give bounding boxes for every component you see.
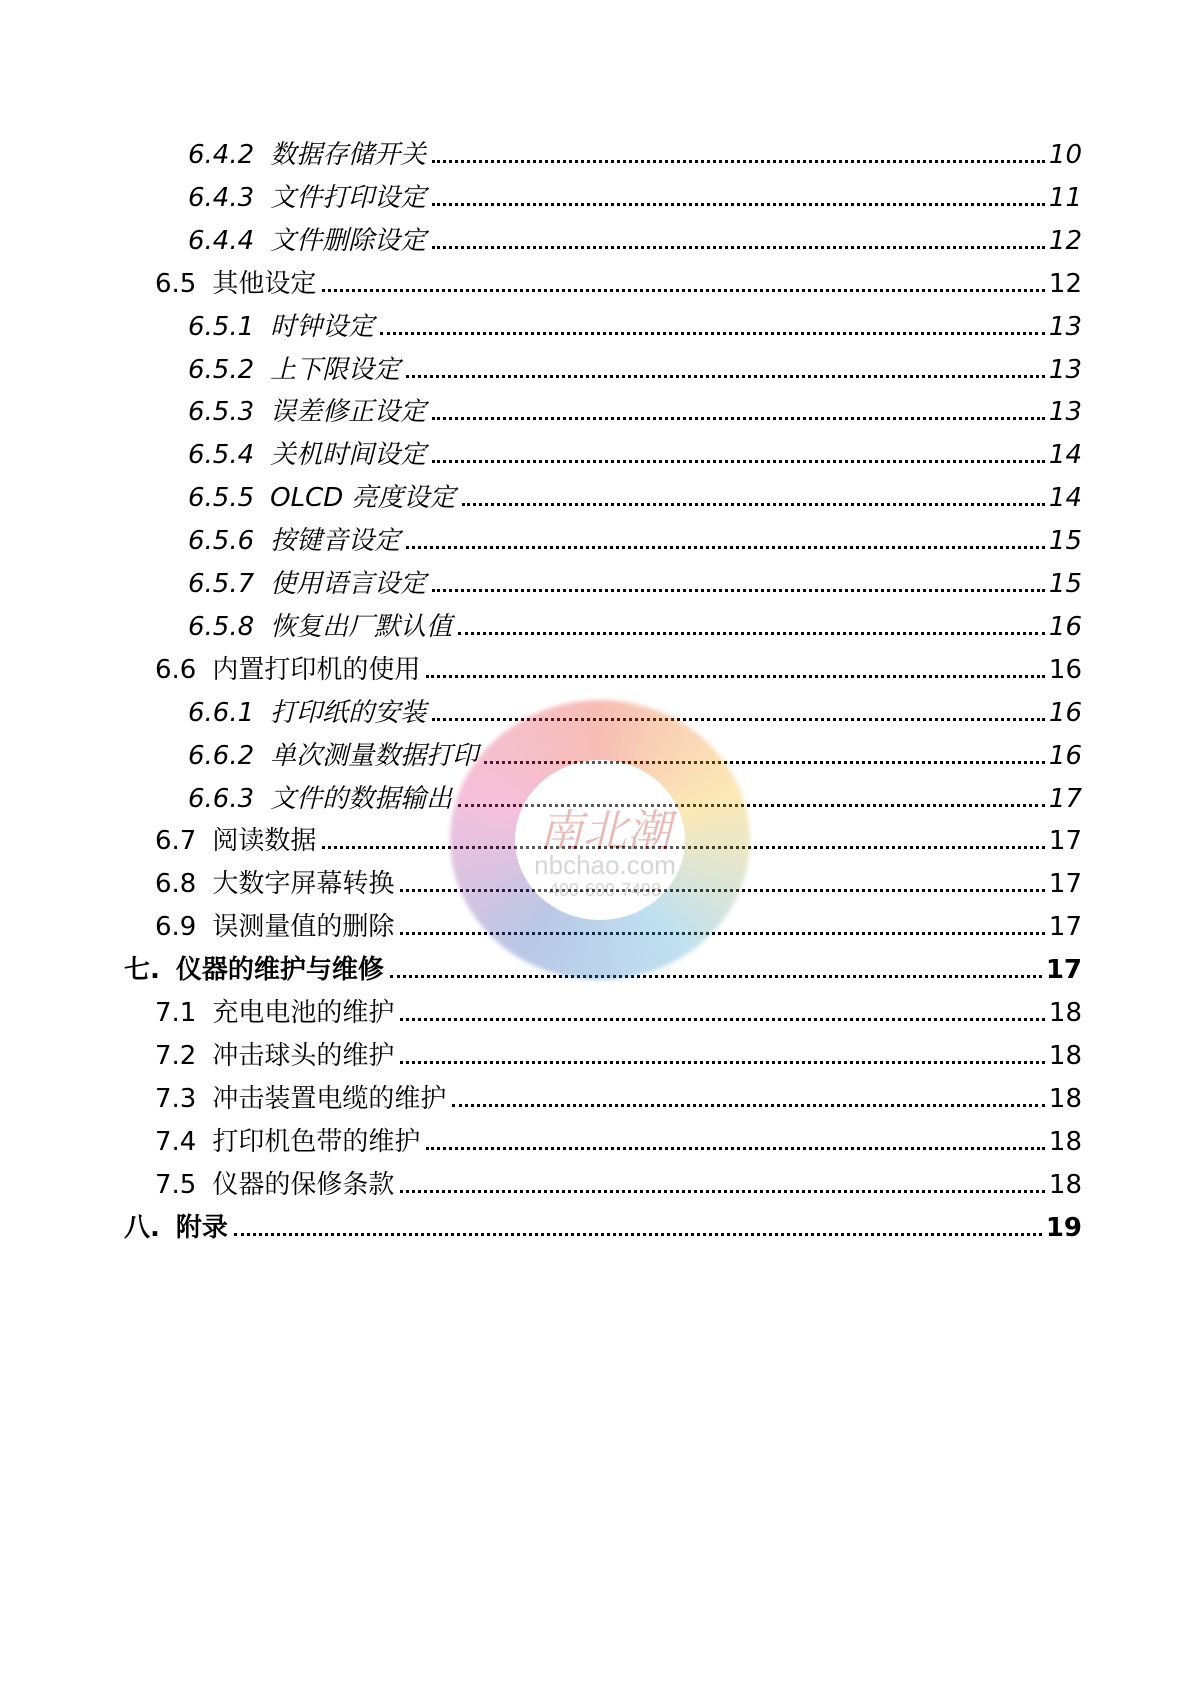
toc-entry-number: 6.5.5 bbox=[188, 483, 255, 513]
toc-entry-label bbox=[188, 395, 426, 429]
toc-entry[interactable] bbox=[188, 782, 1082, 816]
toc-entry-label bbox=[188, 567, 426, 601]
dot-leader bbox=[390, 975, 1042, 978]
dot-leader bbox=[400, 889, 1045, 892]
toc-entry[interactable] bbox=[188, 696, 1082, 730]
dot-leader bbox=[322, 289, 1045, 292]
toc-entry-label bbox=[188, 782, 452, 816]
toc-entry[interactable] bbox=[155, 996, 1082, 1030]
toc-entry-label bbox=[155, 1039, 394, 1073]
toc-entry-label bbox=[188, 353, 400, 387]
toc-entry-label bbox=[155, 910, 394, 944]
toc-entry-label bbox=[155, 1082, 446, 1116]
toc-entry-page: 16 bbox=[1048, 612, 1082, 642]
dot-leader bbox=[432, 718, 1045, 721]
toc-entry-page: 16 bbox=[1048, 698, 1082, 728]
dot-leader bbox=[400, 932, 1045, 935]
dot-leader bbox=[426, 675, 1045, 678]
toc-entry-title: 大数字屏幕转换 bbox=[212, 869, 395, 899]
toc-entry[interactable] bbox=[155, 1082, 1082, 1116]
toc-entry-page: 12 bbox=[1048, 269, 1082, 299]
toc-entry-title: 文件打印设定 bbox=[270, 183, 427, 213]
toc-entry-number: 6.6.1 bbox=[188, 698, 255, 728]
toc-entry-page: 11 bbox=[1048, 183, 1082, 213]
toc-entry-label bbox=[155, 996, 394, 1030]
dot-leader bbox=[432, 203, 1045, 206]
toc-entry-page: 18 bbox=[1048, 1170, 1082, 1200]
toc-entry[interactable] bbox=[188, 739, 1082, 773]
toc-entry[interactable] bbox=[155, 267, 1082, 301]
toc-entry-page: 12 bbox=[1048, 226, 1082, 256]
toc-entry-label bbox=[155, 267, 316, 301]
toc-entry-page: 18 bbox=[1048, 1041, 1082, 1071]
toc-entry[interactable] bbox=[188, 395, 1082, 429]
toc-entry-number: 7.3 bbox=[155, 1084, 197, 1114]
toc-entry[interactable] bbox=[155, 867, 1082, 901]
toc-entry-number: 6.8 bbox=[155, 869, 197, 899]
toc-entry-number: 6.5.8 bbox=[188, 612, 255, 642]
toc-entry-label bbox=[188, 224, 426, 258]
toc-entry-title: 按键音设定 bbox=[270, 526, 401, 556]
toc-entry[interactable] bbox=[188, 224, 1082, 258]
toc-entry-title: 其他设定 bbox=[212, 269, 317, 299]
toc-entry-label bbox=[188, 524, 400, 558]
toc-entry-title: 冲击球头的维护 bbox=[212, 1041, 395, 1071]
toc-entry-number: 6.5.1 bbox=[188, 312, 255, 342]
toc-entry-number: 6.5.2 bbox=[188, 355, 255, 385]
dot-leader bbox=[400, 1190, 1045, 1193]
toc-entry-page: 14 bbox=[1048, 483, 1082, 513]
dot-leader bbox=[234, 1233, 1042, 1236]
toc-entry-label bbox=[155, 867, 394, 901]
toc-entry-page: 17 bbox=[1048, 912, 1082, 942]
toc-entry[interactable] bbox=[188, 353, 1082, 387]
toc-entry-page: 17 bbox=[1048, 784, 1082, 814]
toc-entry[interactable] bbox=[124, 1211, 1082, 1245]
toc-entry-number: 7.1 bbox=[155, 998, 197, 1028]
toc-entry-page: 17 bbox=[1045, 955, 1082, 985]
dot-leader bbox=[322, 846, 1045, 849]
toc-entry-title: 文件的数据输出 bbox=[270, 784, 453, 814]
dot-leader bbox=[406, 375, 1045, 378]
toc-entry-label bbox=[188, 610, 452, 644]
toc-entry-number: 6.7 bbox=[155, 826, 197, 856]
toc-entry-title: 时钟设定 bbox=[270, 312, 375, 342]
toc-entry-number: 6.9 bbox=[155, 912, 197, 942]
toc-entry-page: 17 bbox=[1048, 826, 1082, 856]
toc-entry-label bbox=[155, 1168, 394, 1202]
toc-entry-number: 6.4.4 bbox=[188, 226, 255, 256]
toc-entry[interactable] bbox=[155, 1039, 1082, 1073]
toc-entry-title: 恢复出厂默认值 bbox=[270, 612, 453, 642]
dot-leader bbox=[462, 503, 1045, 506]
watermark-site: nbchao.com bbox=[534, 850, 676, 880]
toc-entry-number: 6.6.3 bbox=[188, 784, 255, 814]
toc-entry-title: 关机时间设定 bbox=[270, 440, 427, 470]
dot-leader bbox=[458, 804, 1045, 807]
toc-entry-number: 6.5.7 bbox=[188, 569, 255, 599]
toc-entry-title: 上下限设定 bbox=[270, 355, 401, 385]
toc-entry-number: 6.5 bbox=[155, 269, 197, 299]
toc-entry[interactable] bbox=[188, 610, 1082, 644]
toc-entry-page: 17 bbox=[1048, 869, 1082, 899]
dot-leader bbox=[380, 332, 1045, 335]
toc-entry[interactable] bbox=[155, 910, 1082, 944]
toc-entry-number: 7.4 bbox=[155, 1127, 197, 1157]
toc-entry-number: 6.5.4 bbox=[188, 440, 255, 470]
toc-entry-title: OLCD 亮度设定 bbox=[270, 483, 456, 513]
toc-entry-label bbox=[188, 438, 426, 472]
dot-leader bbox=[432, 460, 1045, 463]
dot-leader bbox=[426, 1147, 1045, 1150]
toc-entry-title: 附录 bbox=[175, 1213, 228, 1243]
toc-entry[interactable] bbox=[188, 567, 1082, 601]
toc-entry-title: 文件删除设定 bbox=[270, 226, 427, 256]
toc-entry[interactable] bbox=[155, 824, 1082, 858]
dot-leader bbox=[432, 160, 1045, 163]
toc-entry-label bbox=[188, 481, 456, 515]
toc-entry-label bbox=[188, 138, 426, 172]
toc-entry-page: 18 bbox=[1048, 998, 1082, 1028]
toc-entry-title: 误测量值的删除 bbox=[212, 912, 395, 942]
toc-entry[interactable] bbox=[188, 310, 1082, 344]
toc-entry-number: 6.4.2 bbox=[188, 140, 255, 170]
toc-entry-page: 16 bbox=[1048, 655, 1082, 685]
toc-entry[interactable] bbox=[155, 653, 1082, 687]
toc-entry-title: 冲击装置电缆的维护 bbox=[212, 1084, 447, 1114]
dot-leader bbox=[400, 1018, 1045, 1021]
toc-entry-label bbox=[155, 653, 420, 687]
toc-entry-page: 18 bbox=[1048, 1084, 1082, 1114]
toc-entry-number: 6.4.3 bbox=[188, 183, 255, 213]
toc-entry-label bbox=[188, 696, 426, 730]
toc-entry-page: 18 bbox=[1048, 1127, 1082, 1157]
toc-entry-title: 打印机色带的维护 bbox=[212, 1127, 421, 1157]
toc-entry-number: 6.5.6 bbox=[188, 526, 255, 556]
toc-entry-title: 使用语言设定 bbox=[270, 569, 427, 599]
toc-entry-label bbox=[188, 310, 374, 344]
toc-entry-label bbox=[155, 824, 316, 858]
toc-entry-number: 6.6 bbox=[155, 655, 197, 685]
dot-leader bbox=[458, 632, 1045, 635]
toc-entry-title: 仪器的维护与维修 bbox=[175, 955, 384, 985]
toc-entry[interactable] bbox=[155, 1168, 1082, 1202]
toc-entry-number: 6.5.3 bbox=[188, 397, 255, 427]
toc-entry-page: 10 bbox=[1048, 140, 1082, 170]
toc-entry-page: 13 bbox=[1048, 355, 1082, 385]
toc-entry-number: 八. bbox=[124, 1213, 160, 1243]
toc-entry-title: 阅读数据 bbox=[212, 826, 317, 856]
toc-entry-title: 误差修正设定 bbox=[270, 397, 427, 427]
toc-entry-page: 15 bbox=[1048, 526, 1082, 556]
toc-entry-label bbox=[124, 953, 384, 987]
dot-leader bbox=[432, 589, 1045, 592]
dot-leader bbox=[432, 417, 1045, 420]
toc-entry[interactable] bbox=[188, 138, 1082, 172]
toc-entry-title: 打印纸的安装 bbox=[270, 698, 427, 728]
toc-entry[interactable] bbox=[188, 181, 1082, 215]
dot-leader bbox=[452, 1104, 1045, 1107]
dot-leader bbox=[406, 546, 1045, 549]
toc-entry-number: 6.6.2 bbox=[188, 741, 255, 771]
toc-entry[interactable] bbox=[188, 438, 1082, 472]
toc-entry-page: 15 bbox=[1048, 569, 1082, 599]
toc-entry-label bbox=[188, 739, 478, 773]
toc-entry-page: 13 bbox=[1048, 397, 1082, 427]
toc-entry-title: 内置打印机的使用 bbox=[212, 655, 421, 685]
dot-leader bbox=[432, 246, 1045, 249]
dot-leader bbox=[484, 761, 1045, 764]
toc-entry-page: 16 bbox=[1048, 741, 1082, 771]
toc-entry-label bbox=[188, 181, 426, 215]
toc-entry-title: 充电电池的维护 bbox=[212, 998, 395, 1028]
toc-entry-page: 14 bbox=[1048, 440, 1082, 470]
toc-entry[interactable] bbox=[124, 953, 1082, 987]
toc-entry-label bbox=[155, 1125, 420, 1159]
toc-entry-number: 7.2 bbox=[155, 1041, 197, 1071]
toc-entry-number: 七. bbox=[124, 955, 160, 985]
toc-entry-label bbox=[124, 1211, 228, 1245]
toc-entry-title: 仪器的保修条款 bbox=[212, 1170, 395, 1200]
watermark-phone: 400-600-7498 bbox=[548, 880, 662, 900]
toc-entry-page: 19 bbox=[1045, 1213, 1082, 1243]
toc-entry[interactable] bbox=[155, 1125, 1082, 1159]
toc-entry-title: 数据存储开关 bbox=[270, 140, 427, 170]
watermark-title: 南北潮 bbox=[539, 807, 671, 856]
toc-entry[interactable] bbox=[188, 481, 1082, 515]
dot-leader bbox=[400, 1061, 1045, 1064]
toc-entry[interactable] bbox=[188, 524, 1082, 558]
toc-entry-page: 13 bbox=[1048, 312, 1082, 342]
toc-entry-title: 单次测量数据打印 bbox=[270, 741, 479, 771]
toc-entry-number: 7.5 bbox=[155, 1170, 197, 1200]
